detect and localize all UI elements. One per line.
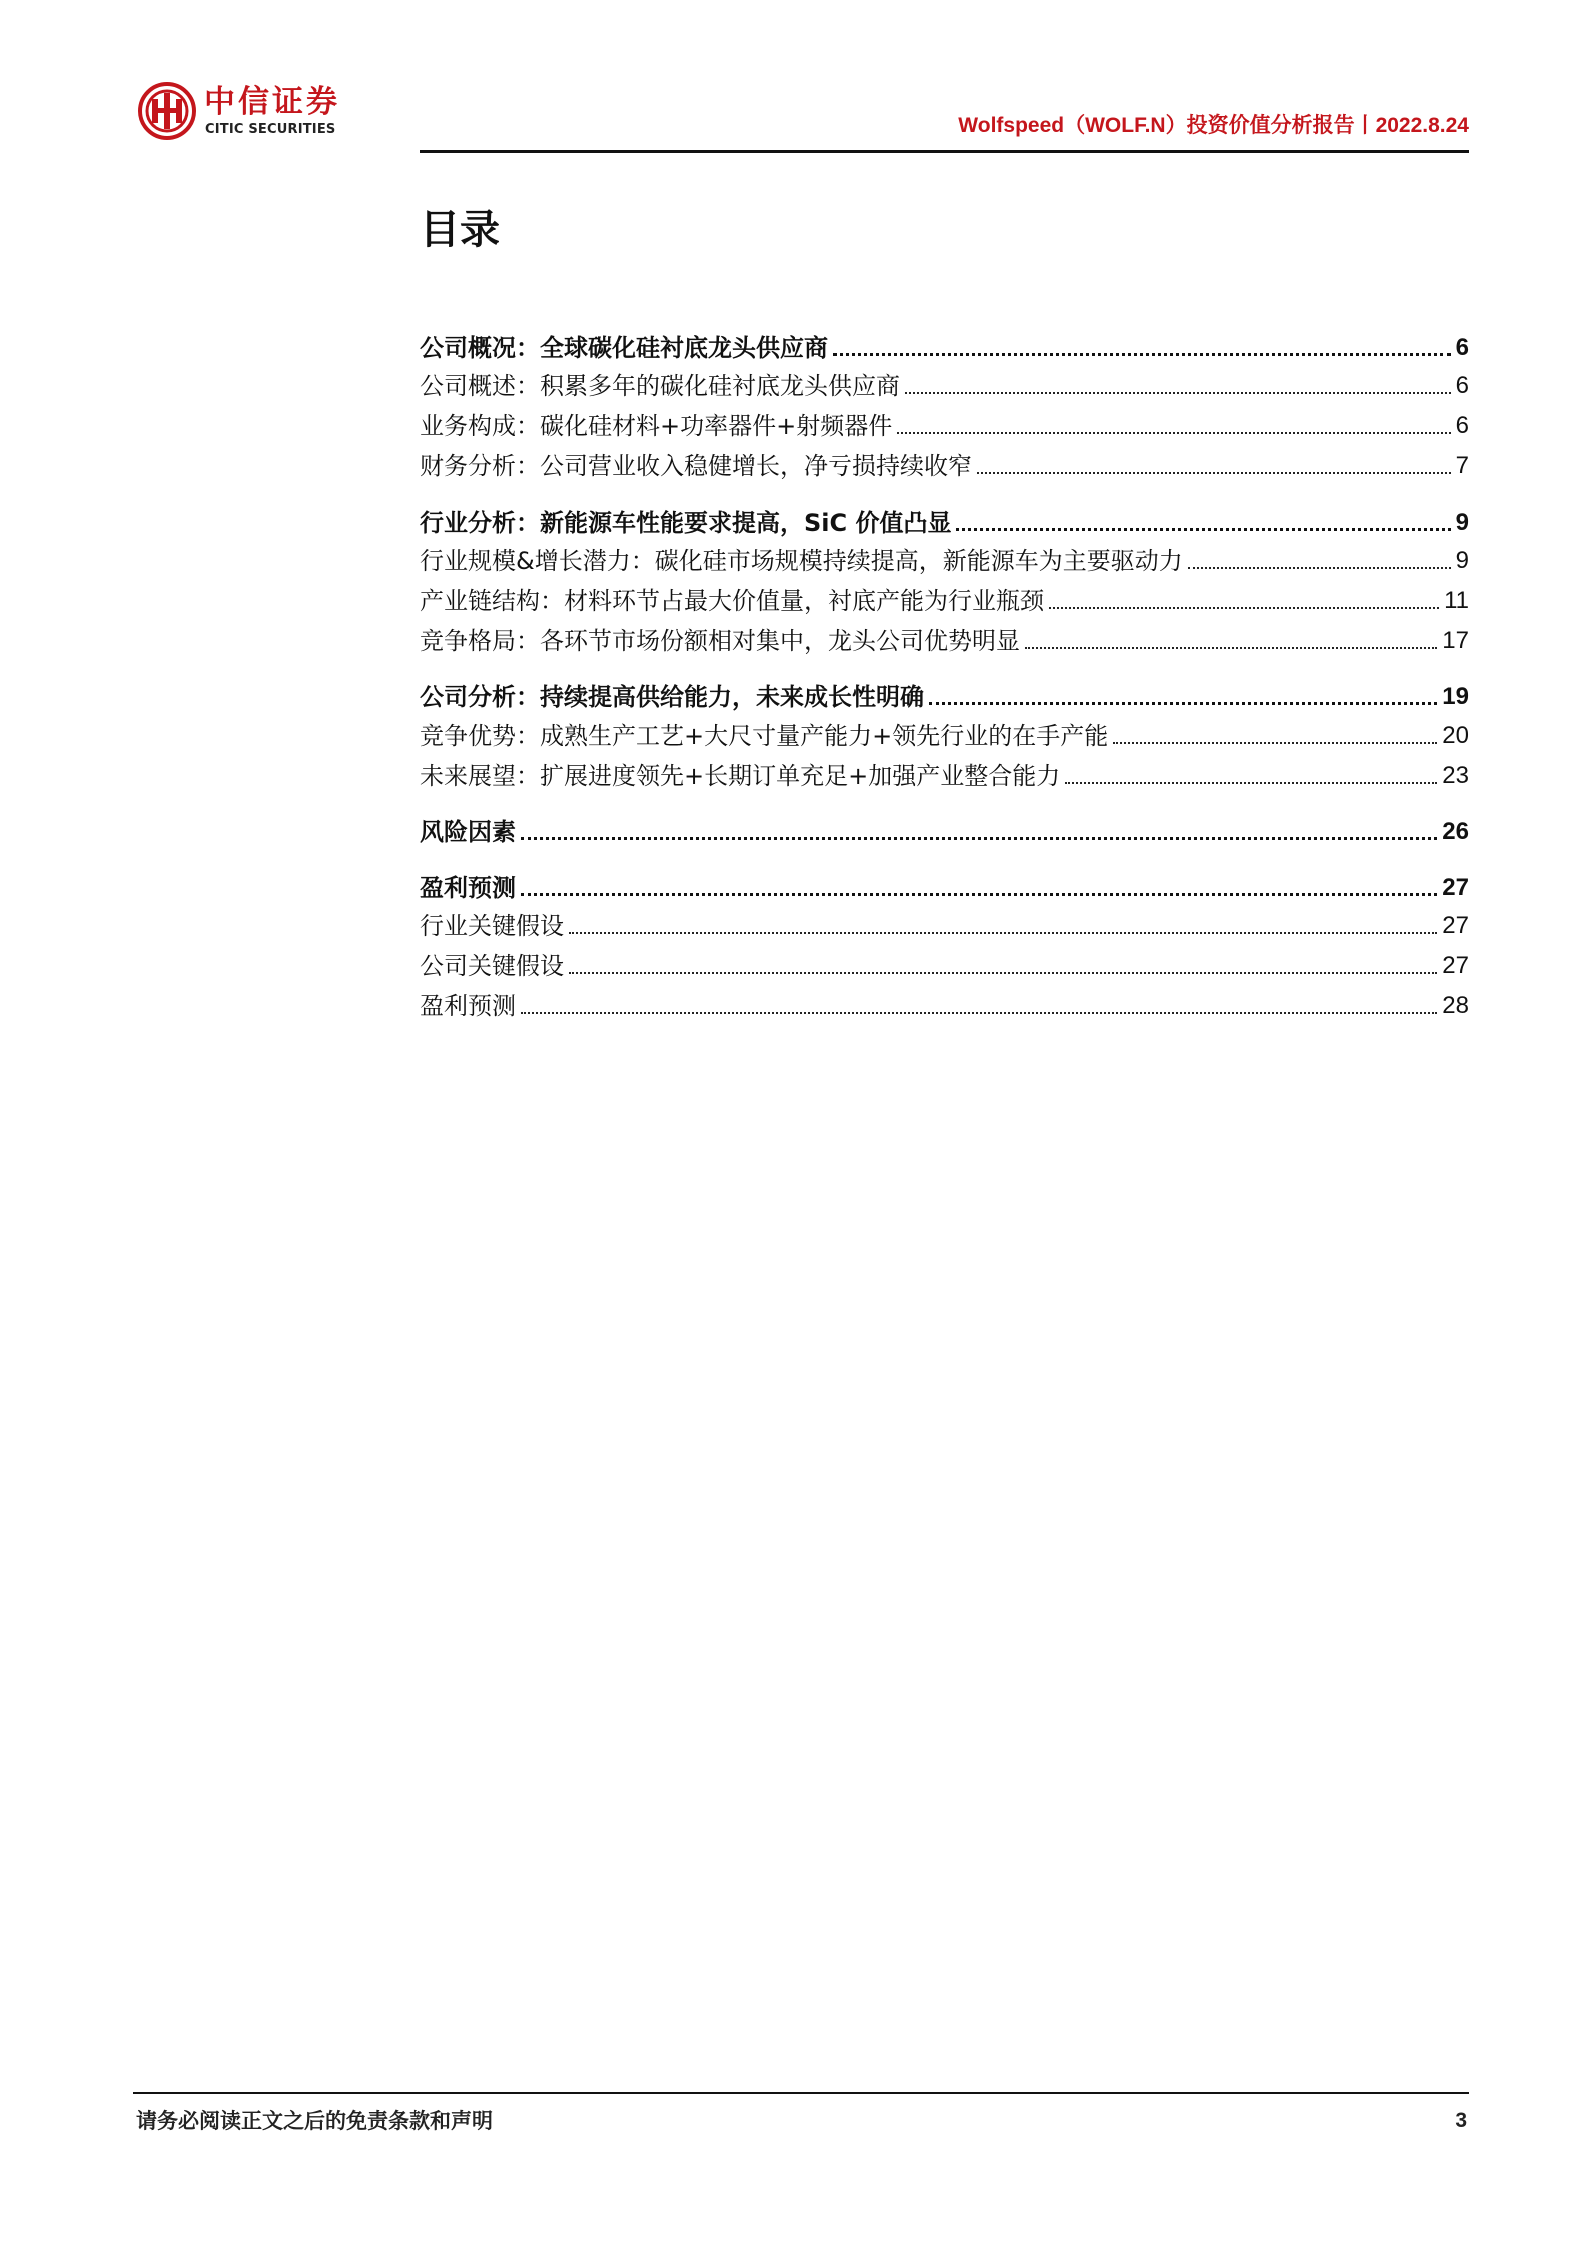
toc-entry-title: 行业分析：新能源车性能要求提高，SiC 价值凸显 (420, 509, 952, 537)
toc-entry-title: 公司分析：持续提高供给能力，未来成长性明确 (420, 683, 924, 711)
toc-entry-page: 26 (1442, 818, 1469, 845)
toc-entry-page: 28 (1442, 992, 1469, 1019)
toc-section-entry[interactable] (420, 812, 1469, 848)
toc-entry-page: 9 (1455, 509, 1469, 536)
toc-entry-page: 6 (1455, 334, 1469, 361)
toc-entry-page: 19 (1442, 683, 1469, 710)
toc-entry-title: 行业规模&增长潜力：碳化硅市场规模持续提高，新能源车为主要驱动力 (420, 547, 1183, 575)
toc-dot-leader (569, 971, 1437, 974)
toc-entry-page: 23 (1442, 762, 1469, 789)
toc-entry-page: 27 (1442, 952, 1469, 979)
toc-entry-page: 9 (1455, 547, 1469, 574)
citic-emblem-icon (138, 82, 196, 140)
toc-dot-leader (956, 527, 1450, 531)
toc-dot-leader (1113, 741, 1437, 744)
toc-subsection-entry[interactable] (420, 906, 1469, 942)
toc-entry-title: 财务分析：公司营业收入稳健增长，净亏损持续收窄 (420, 452, 972, 480)
toc-entry-title: 风险因素 (420, 818, 516, 846)
toc-entry-title: 业务构成：碳化硅材料+功率器件+射频器件 (420, 412, 893, 440)
toc-dot-leader (977, 471, 1451, 474)
toc-subsection-entry[interactable] (420, 541, 1469, 577)
toc-entry-title: 公司概述：积累多年的碳化硅衬底龙头供应商 (420, 372, 900, 400)
toc-subsection-entry[interactable] (420, 406, 1469, 442)
report-title: Wolfspeed（WOLF.N）投资价值分析报告丨2022.8.24 (958, 114, 1469, 137)
toc-subsection-entry[interactable] (420, 581, 1469, 617)
toc-dot-leader (521, 892, 1437, 896)
toc-entry-page: 27 (1442, 874, 1469, 901)
toc-section-entry[interactable] (420, 868, 1469, 904)
toc-entry-page: 11 (1444, 587, 1469, 614)
footer-disclaimer: 请务必阅读正文之后的免责条款和声明 (136, 2109, 493, 2133)
toc-subsection-entry[interactable] (420, 946, 1469, 982)
toc-dot-leader (905, 391, 1451, 394)
toc-entry-page: 17 (1442, 627, 1469, 654)
toc-dot-leader (1049, 606, 1439, 609)
toc-dot-leader (1065, 781, 1437, 784)
toc-entry-title: 未来展望：扩展进度领先+长期订单充足+加强产业整合能力 (420, 762, 1061, 790)
toc-dot-leader (1025, 646, 1437, 649)
toc-subsection-entry[interactable] (420, 756, 1469, 792)
toc-entry-title: 竞争优势：成熟生产工艺+大尺寸量产能力+领先行业的在手产能 (420, 722, 1109, 750)
toc-entry-title: 公司关键假设 (420, 952, 564, 980)
footer-divider (133, 2092, 1469, 2094)
toc-entry-title: 竞争格局：各环节市场份额相对集中，龙头公司优势明显 (420, 627, 1020, 655)
toc-entry-page: 6 (1455, 412, 1469, 439)
toc-heading: 目录 (420, 207, 500, 253)
toc-subsection-entry[interactable] (420, 986, 1469, 1022)
toc-dot-leader (833, 352, 1451, 356)
toc-entry-title: 行业关键假设 (420, 912, 564, 940)
toc-dot-leader (897, 431, 1450, 434)
citic-logo (138, 82, 358, 144)
logo-chinese-text: 中信证券 (204, 84, 340, 120)
toc-entry-title: 盈利预测 (420, 874, 516, 902)
toc-section-entry[interactable] (420, 677, 1469, 713)
header-divider (420, 150, 1469, 153)
toc-entry-page: 6 (1455, 372, 1469, 399)
toc-entry-title: 产业链结构：材料环节占最大价值量，衬底产能为行业瓶颈 (420, 587, 1044, 615)
toc-dot-leader (521, 836, 1437, 840)
toc-section-entry[interactable] (420, 328, 1469, 364)
toc-entry-page: 7 (1455, 452, 1469, 479)
toc-subsection-entry[interactable] (420, 366, 1469, 402)
toc-subsection-entry[interactable] (420, 716, 1469, 752)
toc-entry-title: 盈利预测 (420, 992, 516, 1020)
toc-dot-leader (569, 931, 1437, 934)
toc-entry-title: 公司概况：全球碳化硅衬底龙头供应商 (420, 334, 828, 362)
toc-dot-leader (1188, 566, 1451, 569)
toc-dot-leader (521, 1011, 1437, 1014)
toc-subsection-entry[interactable] (420, 621, 1469, 657)
toc-entry-page: 27 (1442, 912, 1469, 939)
toc-dot-leader (929, 701, 1437, 705)
toc-entry-page: 20 (1442, 722, 1469, 749)
logo-english-text: CITIC SECURITIES (205, 122, 336, 137)
toc-subsection-entry[interactable] (420, 446, 1469, 482)
toc-section-entry[interactable] (420, 503, 1469, 539)
page-number: 3 (1455, 2109, 1467, 2132)
